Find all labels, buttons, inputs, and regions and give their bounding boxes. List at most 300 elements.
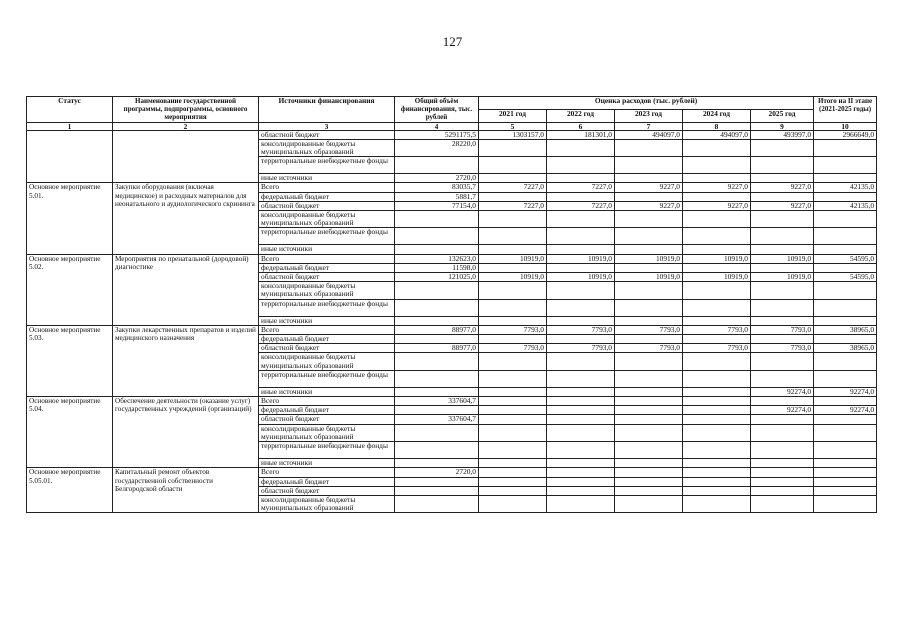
column-number: 6 bbox=[547, 122, 615, 130]
year-2021-cell bbox=[479, 495, 547, 512]
year-2022-cell bbox=[547, 406, 615, 415]
year-2021-cell: 7227,0 bbox=[479, 201, 547, 210]
year-2022-cell bbox=[547, 299, 615, 316]
year-2023-cell: 9227,0 bbox=[615, 201, 683, 210]
year-2024-cell bbox=[683, 370, 751, 387]
year-2024-cell bbox=[683, 353, 751, 370]
year-2021-cell bbox=[479, 370, 547, 387]
year-2022-cell bbox=[547, 245, 615, 254]
source-cell: иные источники bbox=[259, 316, 395, 325]
column-number: 9 bbox=[751, 122, 814, 130]
year-2024-cell bbox=[683, 228, 751, 245]
year-2022-cell bbox=[547, 228, 615, 245]
year-2025-cell bbox=[751, 299, 814, 316]
source-cell: иные источники bbox=[259, 245, 395, 254]
total-cell: 5291175,5 bbox=[395, 130, 479, 139]
program-name-cell: Мероприятия по пренатальной (дородовой) диагностике bbox=[113, 254, 259, 325]
year-2024-cell bbox=[683, 477, 751, 486]
column-number: 3 bbox=[259, 122, 395, 130]
year-2025-cell bbox=[751, 459, 814, 468]
stage-total-cell bbox=[814, 397, 877, 406]
stage-total-cell: 92274,0 bbox=[814, 387, 877, 396]
year-2023-cell bbox=[615, 174, 683, 183]
year-2022-cell: 10919,0 bbox=[547, 254, 615, 263]
col-header-2021: 2021 год bbox=[479, 109, 547, 122]
year-2024-cell: 10919,0 bbox=[683, 254, 751, 263]
table-row bbox=[27, 183, 877, 192]
year-2021-cell bbox=[479, 335, 547, 344]
year-2022-cell bbox=[547, 459, 615, 468]
total-cell: 11598,0 bbox=[395, 263, 479, 272]
total-cell bbox=[395, 335, 479, 344]
year-2021-cell bbox=[479, 387, 547, 396]
col-header-2023: 2023 год bbox=[615, 109, 683, 122]
source-cell: консолидированные бюджеты муниципальных образований bbox=[259, 495, 395, 512]
year-2023-cell: 7793,0 bbox=[615, 325, 683, 334]
year-2024-cell: 7793,0 bbox=[683, 344, 751, 353]
source-cell: областной бюджет bbox=[259, 273, 395, 282]
source-cell: иные источники bbox=[259, 387, 395, 396]
total-cell bbox=[395, 486, 479, 495]
stage-total-cell bbox=[814, 245, 877, 254]
year-2024-cell: 7793,0 bbox=[683, 325, 751, 334]
year-2021-cell bbox=[479, 282, 547, 299]
year-2024-cell bbox=[683, 415, 751, 424]
year-2023-cell: 10919,0 bbox=[615, 273, 683, 282]
year-2025-cell bbox=[751, 263, 814, 272]
year-2023-cell: 7793,0 bbox=[615, 344, 683, 353]
status-cell: Основное мероприятие 5.05.01. bbox=[27, 468, 113, 513]
total-cell bbox=[395, 370, 479, 387]
year-2021-cell: 7227,0 bbox=[479, 183, 547, 192]
total-cell bbox=[395, 316, 479, 325]
year-2023-cell bbox=[615, 442, 683, 459]
stage-total-cell bbox=[814, 299, 877, 316]
year-2022-cell bbox=[547, 335, 615, 344]
column-number: 4 bbox=[395, 122, 479, 130]
source-cell: федеральный бюджет bbox=[259, 335, 395, 344]
total-cell: 337604,7 bbox=[395, 415, 479, 424]
total-cell bbox=[395, 299, 479, 316]
total-cell: 2720,0 bbox=[395, 468, 479, 477]
total-cell bbox=[395, 245, 479, 254]
year-2022-cell: 7227,0 bbox=[547, 201, 615, 210]
source-cell: областной бюджет bbox=[259, 486, 395, 495]
year-2022-cell bbox=[547, 139, 615, 156]
year-2023-cell bbox=[615, 157, 683, 174]
source-cell: Всего bbox=[259, 183, 395, 192]
year-2022-cell: 10919,0 bbox=[547, 273, 615, 282]
status-cell: Основное мероприятие 5.04. bbox=[27, 397, 113, 468]
year-2022-cell bbox=[547, 415, 615, 424]
year-2025-cell bbox=[751, 211, 814, 228]
total-cell bbox=[395, 228, 479, 245]
year-2023-cell bbox=[615, 353, 683, 370]
year-2024-cell bbox=[683, 139, 751, 156]
year-2022-cell: 7793,0 bbox=[547, 344, 615, 353]
total-cell: 132623,0 bbox=[395, 254, 479, 263]
total-cell bbox=[395, 406, 479, 415]
year-2024-cell bbox=[683, 468, 751, 477]
total-cell bbox=[395, 477, 479, 486]
year-2025-cell: 92274,0 bbox=[751, 406, 814, 415]
year-2022-cell bbox=[547, 211, 615, 228]
stage-total-cell bbox=[814, 370, 877, 387]
year-2021-cell bbox=[479, 353, 547, 370]
stage-total-cell bbox=[814, 477, 877, 486]
program-name-cell: Закупки лекарственных препаратов и изделий медицинского назначения bbox=[113, 325, 259, 396]
source-cell: консолидированные бюджеты муниципальных образований bbox=[259, 424, 395, 441]
stage-total-cell bbox=[814, 353, 877, 370]
year-2021-cell bbox=[479, 415, 547, 424]
year-2021-cell: 7793,0 bbox=[479, 344, 547, 353]
year-2024-cell bbox=[683, 406, 751, 415]
column-number: 2 bbox=[113, 122, 259, 130]
stage-total-cell: 54595,0 bbox=[814, 254, 877, 263]
source-cell: Всего bbox=[259, 254, 395, 263]
status-cell: Основное мероприятие 5.01. bbox=[27, 183, 113, 254]
year-2021-cell bbox=[479, 316, 547, 325]
source-cell: федеральный бюджет bbox=[259, 406, 395, 415]
year-2023-cell bbox=[615, 486, 683, 495]
program-name-cell: Капитальный ремонт объектов государственной собственности Белгородской области bbox=[113, 468, 259, 513]
year-2025-cell: 10919,0 bbox=[751, 273, 814, 282]
year-2024-cell bbox=[683, 486, 751, 495]
source-cell: областной бюджет bbox=[259, 130, 395, 139]
year-2025-cell bbox=[751, 468, 814, 477]
year-2025-cell bbox=[751, 495, 814, 512]
year-2023-cell bbox=[615, 299, 683, 316]
column-number: 5 bbox=[479, 122, 547, 130]
year-2023-cell: 10919,0 bbox=[615, 254, 683, 263]
year-2022-cell bbox=[547, 157, 615, 174]
year-2025-cell bbox=[751, 139, 814, 156]
source-cell: областной бюджет bbox=[259, 344, 395, 353]
year-2022-cell bbox=[547, 370, 615, 387]
total-cell: 77154,0 bbox=[395, 201, 479, 210]
year-2025-cell bbox=[751, 353, 814, 370]
table-row bbox=[27, 397, 877, 406]
year-2025-cell bbox=[751, 157, 814, 174]
total-cell bbox=[395, 353, 479, 370]
stage-total-cell bbox=[814, 442, 877, 459]
year-2024-cell bbox=[683, 211, 751, 228]
year-2024-cell bbox=[683, 299, 751, 316]
year-2025-cell: 9227,0 bbox=[751, 183, 814, 192]
total-cell: 2720,0 bbox=[395, 174, 479, 183]
year-2021-cell: 1303157,0 bbox=[479, 130, 547, 139]
stage-total-cell bbox=[814, 192, 877, 201]
column-number: 7 bbox=[615, 122, 683, 130]
year-2022-cell bbox=[547, 486, 615, 495]
col-header-estimate: Оценка расходов (тыс. рублей) bbox=[479, 97, 814, 110]
year-2024-cell bbox=[683, 442, 751, 459]
stage-total-cell: 92274,0 bbox=[814, 406, 877, 415]
stage-total-cell: 42135,0 bbox=[814, 183, 877, 192]
source-cell: консолидированные бюджеты муниципальных образований bbox=[259, 211, 395, 228]
year-2023-cell bbox=[615, 139, 683, 156]
source-cell: территориальные внебюджетные фонды bbox=[259, 228, 395, 245]
year-2022-cell bbox=[547, 477, 615, 486]
status-cell bbox=[27, 130, 113, 183]
total-cell: 337604,7 bbox=[395, 397, 479, 406]
year-2024-cell: 10919,0 bbox=[683, 273, 751, 282]
stage-total-cell: 42135,0 bbox=[814, 201, 877, 210]
col-header-total: Общий объём финансирования, тыс. рублей bbox=[395, 97, 479, 123]
year-2021-cell bbox=[479, 406, 547, 415]
stage-total-cell bbox=[814, 415, 877, 424]
year-2022-cell bbox=[547, 397, 615, 406]
source-cell: консолидированные бюджеты муниципальных образований bbox=[259, 353, 395, 370]
total-cell bbox=[395, 424, 479, 441]
col-header-sources: Источники финансирования bbox=[259, 97, 395, 123]
source-cell: иные источники bbox=[259, 174, 395, 183]
source-cell: Всего bbox=[259, 325, 395, 334]
year-2024-cell bbox=[683, 459, 751, 468]
table-row bbox=[27, 468, 877, 477]
year-2023-cell bbox=[615, 477, 683, 486]
year-2022-cell bbox=[547, 495, 615, 512]
year-2024-cell bbox=[683, 397, 751, 406]
year-2023-cell bbox=[615, 370, 683, 387]
stage-total-cell bbox=[814, 486, 877, 495]
program-name-cell bbox=[113, 130, 259, 183]
year-2023-cell bbox=[615, 468, 683, 477]
source-cell: Всего bbox=[259, 397, 395, 406]
col-header-2025: 2025 год bbox=[751, 109, 814, 122]
year-2025-cell: 9227,0 bbox=[751, 201, 814, 210]
total-cell: 28220,0 bbox=[395, 139, 479, 156]
year-2022-cell bbox=[547, 353, 615, 370]
year-2025-cell bbox=[751, 424, 814, 441]
year-2025-cell bbox=[751, 316, 814, 325]
program-name-cell: Закупки оборудования (включая медицинское) и расходных материалов для неонатального и аудиологического скрининга bbox=[113, 183, 259, 254]
stage-total-cell bbox=[814, 316, 877, 325]
total-cell bbox=[395, 282, 479, 299]
year-2023-cell bbox=[615, 282, 683, 299]
year-2021-cell bbox=[479, 424, 547, 441]
year-2023-cell bbox=[615, 424, 683, 441]
year-2022-cell bbox=[547, 424, 615, 441]
total-cell: 88977,0 bbox=[395, 344, 479, 353]
year-2021-cell bbox=[479, 459, 547, 468]
year-2022-cell: 7227,0 bbox=[547, 183, 615, 192]
stage-total-cell: 38965,0 bbox=[814, 325, 877, 334]
source-cell: иные источники bbox=[259, 459, 395, 468]
year-2021-cell bbox=[479, 174, 547, 183]
col-header-stage-total: Итого на II этапе (2021-2025 годы) bbox=[814, 97, 877, 123]
year-2025-cell bbox=[751, 415, 814, 424]
column-number: 1 bbox=[27, 122, 113, 130]
source-cell: консолидированные бюджеты муниципальных образований bbox=[259, 282, 395, 299]
year-2024-cell bbox=[683, 335, 751, 344]
year-2021-cell: 10919,0 bbox=[479, 273, 547, 282]
year-2023-cell bbox=[615, 245, 683, 254]
year-2022-cell bbox=[547, 174, 615, 183]
year-2021-cell bbox=[479, 477, 547, 486]
col-header-program: Наименование государственной программы, подпрограммы, основного мероприятия bbox=[113, 97, 259, 123]
total-cell bbox=[395, 157, 479, 174]
year-2022-cell bbox=[547, 442, 615, 459]
year-2024-cell bbox=[683, 192, 751, 201]
col-header-status: Статус bbox=[27, 97, 113, 123]
status-cell: Основное мероприятие 5.02. bbox=[27, 254, 113, 325]
source-cell: территориальные внебюджетные фонды bbox=[259, 370, 395, 387]
year-2023-cell bbox=[615, 263, 683, 272]
total-cell bbox=[395, 211, 479, 228]
table-row bbox=[27, 254, 877, 263]
year-2021-cell bbox=[479, 228, 547, 245]
year-2022-cell bbox=[547, 316, 615, 325]
year-2021-cell bbox=[479, 245, 547, 254]
stage-total-cell bbox=[814, 424, 877, 441]
year-2024-cell: 9227,0 bbox=[683, 201, 751, 210]
year-2025-cell: 7793,0 bbox=[751, 344, 814, 353]
total-cell bbox=[395, 495, 479, 512]
program-name-cell: Обеспечение деятельности (оказание услуг) государственных учреждений (организаций) bbox=[113, 397, 259, 468]
stage-total-cell bbox=[814, 263, 877, 272]
year-2025-cell bbox=[751, 370, 814, 387]
year-2024-cell bbox=[683, 424, 751, 441]
source-cell: федеральный бюджет bbox=[259, 263, 395, 272]
column-number: 10 bbox=[814, 122, 877, 130]
year-2024-cell bbox=[683, 245, 751, 254]
stage-total-cell bbox=[814, 459, 877, 468]
year-2024-cell: 9227,0 bbox=[683, 183, 751, 192]
column-number: 8 bbox=[683, 122, 751, 130]
year-2021-cell bbox=[479, 486, 547, 495]
year-2025-cell bbox=[751, 442, 814, 459]
source-cell: областной бюджет bbox=[259, 415, 395, 424]
stage-total-cell: 38965,0 bbox=[814, 344, 877, 353]
year-2025-cell bbox=[751, 228, 814, 245]
col-header-2024: 2024 год bbox=[683, 109, 751, 122]
year-2025-cell bbox=[751, 335, 814, 344]
year-2021-cell bbox=[479, 468, 547, 477]
year-2022-cell bbox=[547, 263, 615, 272]
year-2023-cell bbox=[615, 316, 683, 325]
stage-total-cell bbox=[814, 495, 877, 512]
table-row bbox=[27, 130, 877, 139]
stage-total-cell: 2966649,0 bbox=[814, 130, 877, 139]
year-2021-cell bbox=[479, 299, 547, 316]
year-2022-cell bbox=[547, 387, 615, 396]
year-2023-cell bbox=[615, 387, 683, 396]
stage-total-cell bbox=[814, 139, 877, 156]
year-2023-cell bbox=[615, 228, 683, 245]
year-2025-cell bbox=[751, 174, 814, 183]
source-cell: территориальные внебюджетные фонды bbox=[259, 299, 395, 316]
year-2024-cell bbox=[683, 263, 751, 272]
year-2025-cell bbox=[751, 477, 814, 486]
year-2025-cell bbox=[751, 397, 814, 406]
stage-total-cell bbox=[814, 174, 877, 183]
total-cell: 5881,7 bbox=[395, 192, 479, 201]
year-2025-cell bbox=[751, 245, 814, 254]
source-cell: консолидированные бюджеты муниципальных образований bbox=[259, 139, 395, 156]
year-2023-cell bbox=[615, 192, 683, 201]
year-2021-cell bbox=[479, 211, 547, 228]
stage-total-cell bbox=[814, 228, 877, 245]
stage-total-cell: 54595,0 bbox=[814, 273, 877, 282]
table-row bbox=[27, 325, 877, 334]
year-2022-cell bbox=[547, 282, 615, 299]
year-2022-cell: 181301,0 bbox=[547, 130, 615, 139]
year-2021-cell: 7793,0 bbox=[479, 325, 547, 334]
total-cell bbox=[395, 387, 479, 396]
year-2024-cell bbox=[683, 174, 751, 183]
year-2022-cell bbox=[547, 192, 615, 201]
total-cell: 121025,0 bbox=[395, 273, 479, 282]
year-2021-cell bbox=[479, 139, 547, 156]
source-cell: территориальные внебюджетные фонды bbox=[259, 442, 395, 459]
year-2025-cell: 7793,0 bbox=[751, 325, 814, 334]
total-cell bbox=[395, 442, 479, 459]
year-2022-cell: 7793,0 bbox=[547, 325, 615, 334]
year-2021-cell bbox=[479, 263, 547, 272]
source-cell: областной бюджет bbox=[259, 201, 395, 210]
stage-total-cell bbox=[814, 157, 877, 174]
year-2021-cell bbox=[479, 397, 547, 406]
status-cell: Основное мероприятие 5.03. bbox=[27, 325, 113, 396]
year-2024-cell bbox=[683, 157, 751, 174]
year-2025-cell: 10919,0 bbox=[751, 254, 814, 263]
year-2023-cell bbox=[615, 335, 683, 344]
year-2023-cell bbox=[615, 211, 683, 228]
stage-total-cell bbox=[814, 335, 877, 344]
year-2025-cell bbox=[751, 282, 814, 299]
table-header bbox=[27, 97, 877, 131]
source-cell: федеральный бюджет bbox=[259, 192, 395, 201]
year-2025-cell bbox=[751, 192, 814, 201]
year-2024-cell bbox=[683, 282, 751, 299]
year-2022-cell bbox=[547, 468, 615, 477]
year-2021-cell bbox=[479, 442, 547, 459]
year-2025-cell bbox=[751, 486, 814, 495]
total-cell bbox=[395, 459, 479, 468]
year-2021-cell bbox=[479, 192, 547, 201]
stage-total-cell bbox=[814, 282, 877, 299]
year-2024-cell: 494097,0 bbox=[683, 130, 751, 139]
col-header-2022: 2022 год bbox=[547, 109, 615, 122]
year-2024-cell bbox=[683, 387, 751, 396]
year-2021-cell: 10919,0 bbox=[479, 254, 547, 263]
year-2023-cell bbox=[615, 495, 683, 512]
year-2025-cell: 493997,0 bbox=[751, 130, 814, 139]
year-2023-cell bbox=[615, 397, 683, 406]
budget-table bbox=[26, 96, 877, 513]
year-2021-cell bbox=[479, 157, 547, 174]
page-number: 127 bbox=[442, 34, 463, 49]
year-2023-cell: 9227,0 bbox=[615, 183, 683, 192]
table-body bbox=[27, 130, 877, 513]
column-number-row bbox=[27, 122, 877, 130]
total-cell: 88977,0 bbox=[395, 325, 479, 334]
stage-total-cell bbox=[814, 468, 877, 477]
year-2024-cell bbox=[683, 316, 751, 325]
source-cell: Всего bbox=[259, 468, 395, 477]
total-cell: 83035,7 bbox=[395, 183, 479, 192]
year-2024-cell bbox=[683, 495, 751, 512]
year-2023-cell bbox=[615, 415, 683, 424]
source-cell: территориальные внебюджетные фонды bbox=[259, 157, 395, 174]
year-2025-cell: 92274,0 bbox=[751, 387, 814, 396]
stage-total-cell bbox=[814, 211, 877, 228]
year-2023-cell bbox=[615, 459, 683, 468]
year-2023-cell bbox=[615, 406, 683, 415]
source-cell: федеральный бюджет bbox=[259, 477, 395, 486]
year-2023-cell: 494097,0 bbox=[615, 130, 683, 139]
